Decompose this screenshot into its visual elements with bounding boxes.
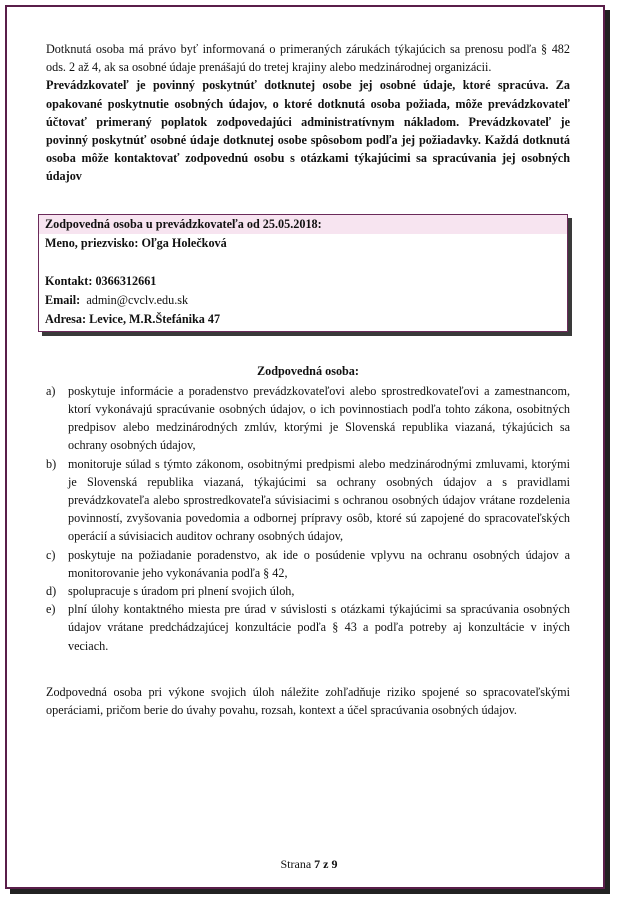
list-item <box>46 600 570 655</box>
duties-list <box>46 382 570 655</box>
list-item-label: a) <box>46 383 56 398</box>
list-item <box>46 582 570 600</box>
contact-phone: Kontakt: 0366312661 <box>45 273 157 288</box>
footer-total-pages: 9 <box>331 857 338 871</box>
list-item-label: e) <box>46 602 56 617</box>
list-item <box>46 546 570 582</box>
list-item <box>46 455 570 546</box>
contact-box <box>38 214 568 332</box>
section-title: Zodpovedná osoba: <box>257 363 359 378</box>
list-item-label: b) <box>46 456 57 471</box>
intro-paragraph: Dotknutá osoba má právo byť informovaná o primeraných zárukách týkajúcich sa prenosu podľa § 482 ods. 2 až 4, ak sa osobné údaje prenášajú do tretej krajiny alebo medzinárodnej organizácii. <box>46 42 570 75</box>
contact-header: Zodpovedná osoba u prevádzkovateľa od 25.05.2018: <box>39 215 567 234</box>
list-item-label: d) <box>46 584 57 599</box>
list-item-text: poskytuje na požiadanie poradenstvo, ak ide o posúdenie vplyvu na ochranu osobných údajov a monitorovanie jeho vykonávania podľa § 42, <box>68 547 570 580</box>
list-item <box>46 382 570 455</box>
email-label: Email: <box>45 292 81 307</box>
contact-address: Adresa: Levice, M.R.Štefánika 47 <box>45 311 221 326</box>
list-item-text: plní úlohy kontaktného miesta pre úrad v súvislosti s otázkami týkajúcimi sa spracúvania osobných údajov vrátane predchádzajúcej konzultácie podľa § 43 a podľa potreby aj konzultácie v iných veciach. <box>68 602 570 653</box>
page-footer <box>0 857 618 872</box>
list-item-text: poskytuje informácie a poradenstvo prevádzkovateľovi alebo sprostredkovateľovi a zamestnancom, ktorí vykonávajú spracúvanie osobných údajov, o ich povinnostiach podľa tohto zákona, osobitných predpisov alebo medzinárodných zmlúv, ktorými je Slovenská republika viazaná, týkajúcich sa ochrany osobných údajov, <box>68 383 570 453</box>
footer-current-page: 7 <box>314 857 321 871</box>
footer-separator: z <box>323 857 329 871</box>
contact-email <box>45 291 561 310</box>
bold-paragraph: Prevádzkovateľ je povinný poskytnúť dotknutej osobe jej osobné údaje, ktoré spracúva. Za opakované poskytnutie osobných údajov, o ktoré dotknutá osoba požiada, môže prevádzkovateľ účtovať primeraný poplatok zodpovedajúci administratívnym nákladom. Prevádzkovateľ je povinný poskytnúť osobné údaje dotknutej osobe spôsobom podľa jej požiadavky. Každá dotknutá osoba môže kontaktovať zodpovednú osobu s otázkami týkajúcimi sa spracúvania jej osobných údajov <box>46 78 570 184</box>
document-body <box>46 40 570 719</box>
email-link[interactable]: admin@cvclv.edu.sk <box>86 292 189 307</box>
list-item-text: monitoruje súlad s týmto zákonom, osobitnými predpismi alebo medzinárodnými zmluvami, ktorými je Slovenská republika viazaná, týkajúcimi sa ochrany osobných údajov a s pravidlami prevádzkovateľa alebo sprostredkovateľa súvisiacimi s ochranou osobných údajov vrátane rozdelenia povinností, zvyšovania povedomia a odbornej prípravy osôb, ktoré sú zapojené do spracovateľských operácií a súvisiacich auditov ochrany osobných údajov, <box>68 456 570 544</box>
list-item-label: c) <box>46 547 56 562</box>
contact-name: Meno, priezvisko: Oľga Holečková <box>45 235 227 250</box>
footer-prefix: Strana <box>280 857 312 871</box>
closing-paragraph: Zodpovedná osoba pri výkone svojich úloh náležite zohľadňuje riziko spojené so spracovateľskými operáciami, pričom berie do úvahy povahu, rozsah, kontext a účel spracúvania osobných údajov. <box>46 684 570 718</box>
list-item-text: spolupracuje s úradom pri plnení svojich úloh, <box>68 584 295 599</box>
